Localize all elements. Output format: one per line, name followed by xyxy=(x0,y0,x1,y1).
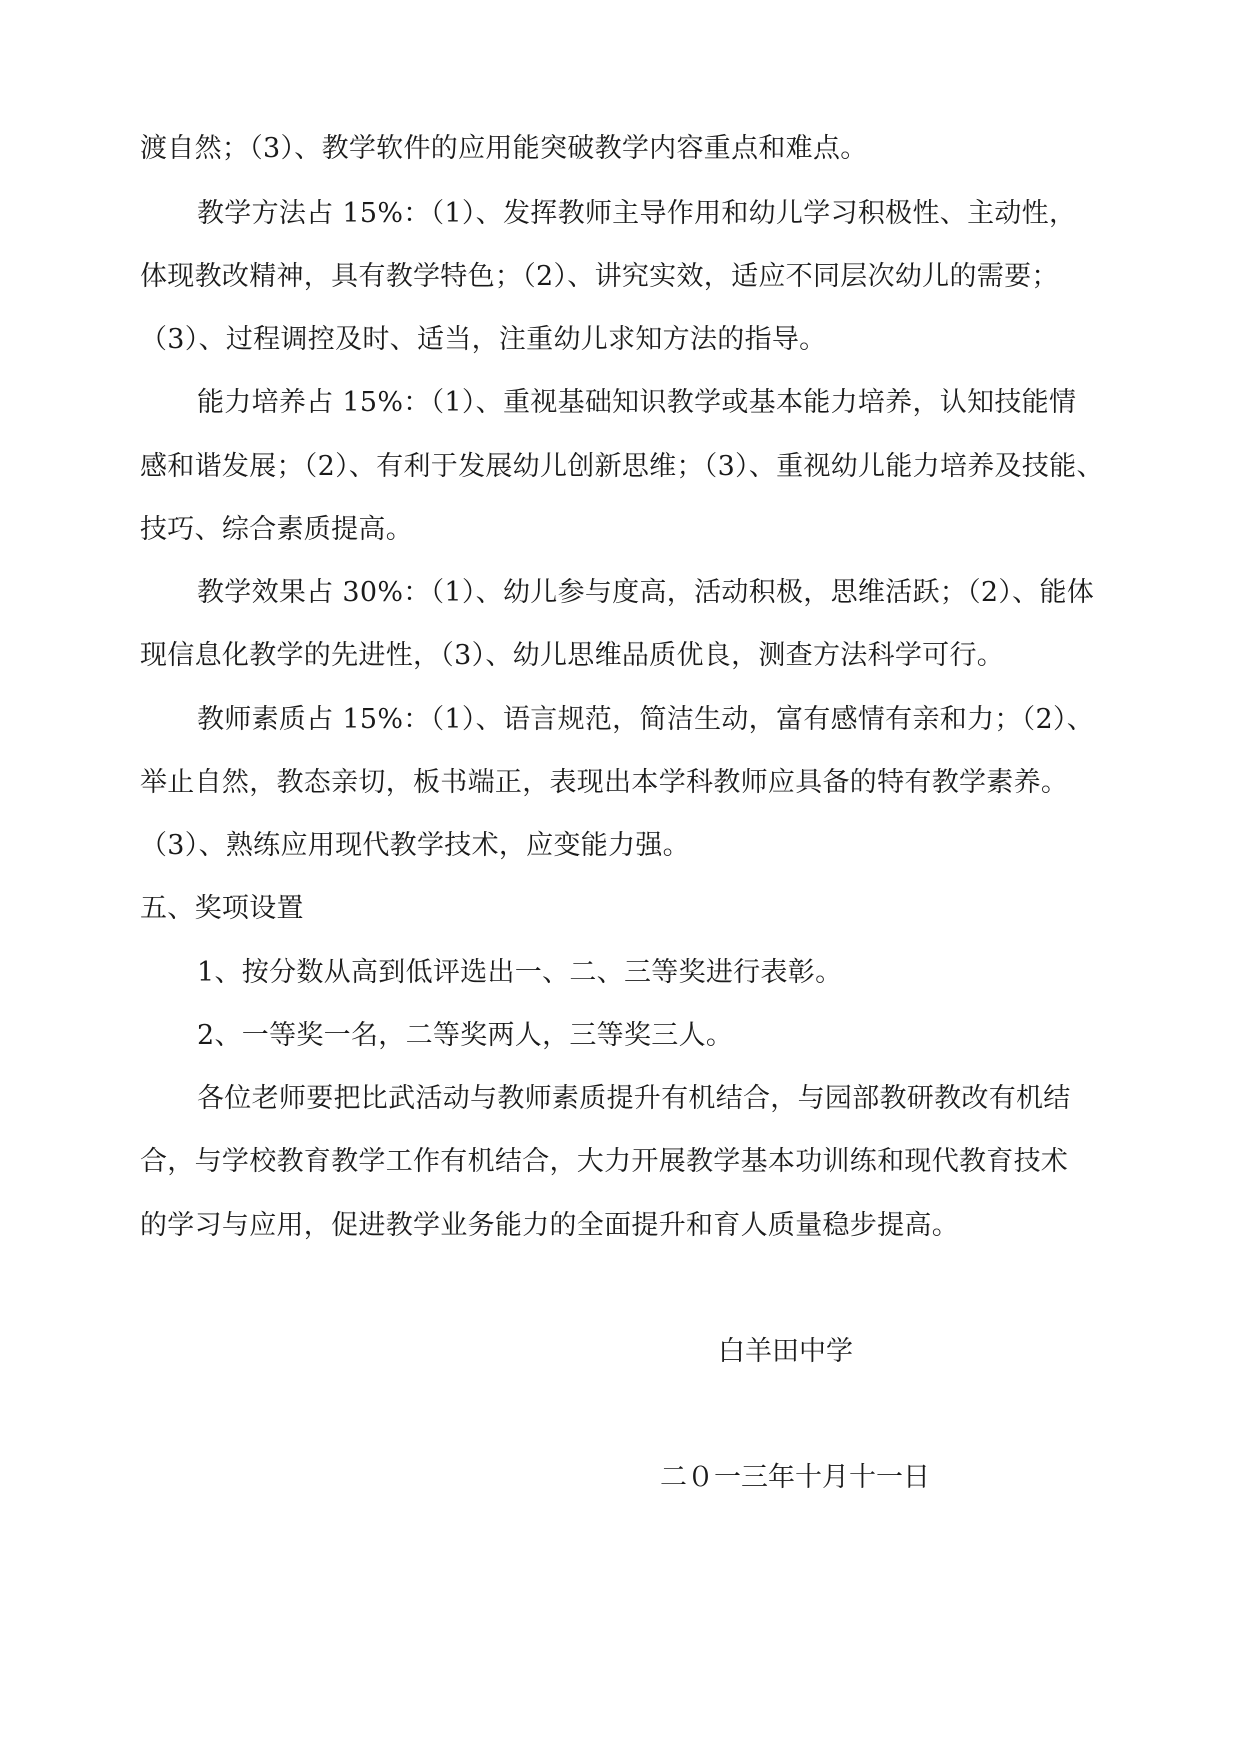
body-line: 感和谐发展；（2）、有利于发展幼儿创新思维；（3）、重视幼儿能力培养及技能、 xyxy=(140,451,1104,482)
body-line: （3）、过程调控及时、适当，注重幼儿求知方法的指导。 xyxy=(140,324,827,355)
body-line: （3）、熟练应用现代教学技术，应变能力强。 xyxy=(140,830,690,861)
paragraph-teaching-effect: 教学效果占 30%：（1）、幼儿参与度高，活动积极，思维活跃；（2）、能体 xyxy=(197,577,1095,608)
body-line: 举止自然，教态亲切，板书端正，表现出本学科教师应具备的特有教学素养。 xyxy=(140,767,1069,798)
paragraph-closing: 各位老师要把比武活动与教师素质提升有机结合，与园部教研教改有机结 xyxy=(197,1083,1071,1114)
paragraph-teacher-quality: 教师素质占 15%：（1）、语言规范，简洁生动，富有感情有亲和力；（2）、 xyxy=(197,704,1095,735)
body-line: 技巧、综合素质提高。 xyxy=(140,514,413,545)
body-line: 渡自然；（3）、教学软件的应用能突破教学内容重点和难点。 xyxy=(140,133,868,164)
signature-organization: 白羊田中学 xyxy=(718,1336,853,1367)
body-line: 的学习与应用，促进教学业务能力的全面提升和育人质量稳步提高。 xyxy=(140,1210,959,1241)
body-line: 体现教改精神，具有教学特色；（2）、讲究实效，适应不同层次幼儿的需要； xyxy=(140,261,1059,292)
body-line: 现信息化教学的先进性，（3）、幼儿思维品质优良，测查方法科学可行。 xyxy=(140,640,1005,671)
paragraph-teaching-method: 教学方法占 15%：（1）、发挥教师主导作用和幼儿学习积极性、主动性， xyxy=(197,198,1077,229)
signature-date: 二０一三年十月十一日 xyxy=(660,1462,930,1493)
body-line: 合，与学校教育教学工作有机结合，大力开展教学基本功训练和现代教育技术 xyxy=(140,1146,1069,1177)
award-item-2: 2、一等奖一名，二等奖两人，三等奖三人。 xyxy=(197,1020,734,1051)
paragraph-ability-training: 能力培养占 15%：（1）、重视基础知识教学或基本能力培养，认知技能情 xyxy=(197,387,1077,418)
section-heading-awards: 五、奖项设置 xyxy=(140,893,304,924)
award-item-1: 1、按分数从高到低评选出一、二、三等奖进行表彰。 xyxy=(197,957,843,988)
